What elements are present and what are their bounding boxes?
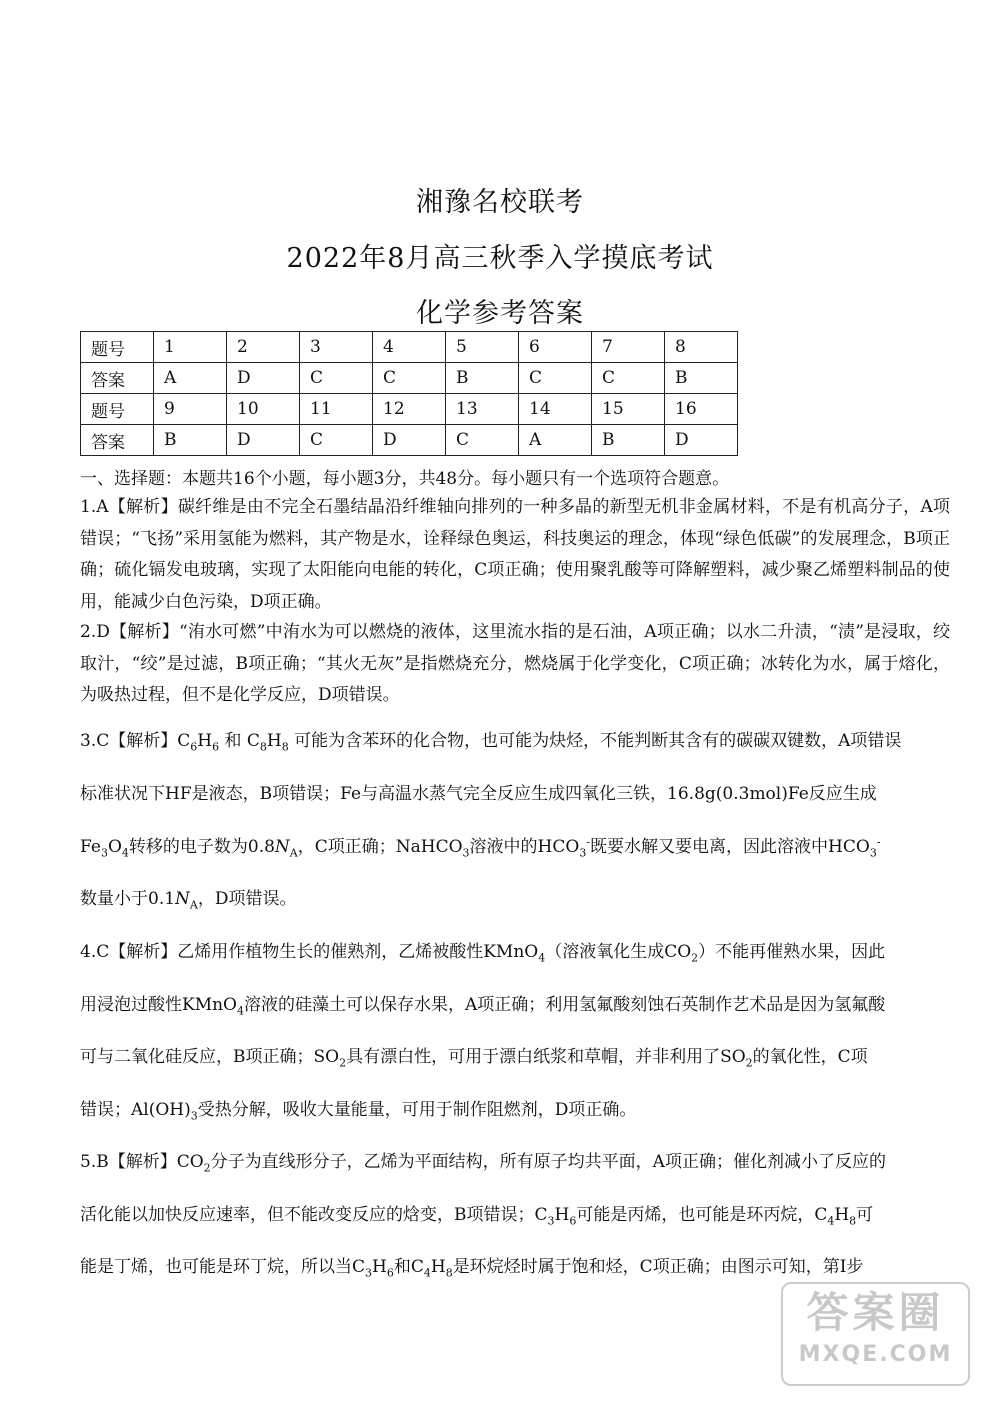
answer-table-cell: C bbox=[300, 425, 373, 456]
answer-table-cell: 8 bbox=[665, 332, 738, 363]
q5-line-2: 活化能以加快反应速率，但不能改变反应的焓变，B项错误；$C_3H_6$可能是丙烯，也可能是环丙烷，$C_4H_8$可 bbox=[80, 1205, 874, 1228]
q4-line-4: 错误；$Al(OH)_3$受热分解，吸收大量能量，可用于制作阻燃剂，D项正确。 bbox=[80, 1100, 637, 1123]
answer-table-cell: 5 bbox=[446, 332, 519, 363]
answer-table-cell: D bbox=[227, 363, 300, 394]
answer-table-cell: B bbox=[154, 425, 227, 456]
answer-table-cell: D bbox=[665, 425, 738, 456]
question-1-explanation: 1.A【解析】碳纤维是由不完全石墨结晶沿纤维轴向排列的一种多晶的新型无机非金属材料，不是有机高分子，A项错误；“飞扬”采用氢能为燃料，其产物是水，诠释绿色奥运，科技奥运的理念，体现“绿色低碳”的发展理念，B项正确；硫化镉发电玻璃，实现了太阳能向电能的转化，C项正确；使用聚乳酸等可降解塑料，减少聚乙烯塑料制品的使用，能减少白色污染，D项正确。 bbox=[80, 497, 950, 612]
watermark-brand: 答案圈 bbox=[806, 1288, 945, 1337]
answer-table-cell: B bbox=[665, 363, 738, 394]
answer-table-row-header: 答案 bbox=[81, 363, 154, 394]
q3-line-3: $Fe_3O_4$转移的电子数为$0.8N_A$，C项正确；NaHCO$_3$溶液中的$HCO_3^-$既要水解又要电离，因此溶液中$HCO_3^-$ bbox=[80, 835, 881, 860]
answer-table-cell: B bbox=[592, 425, 665, 456]
question-2-explanation: 2.D【解析】“洧水可燃”中洧水为可以燃烧的液体，这里流水指的是石油，A项正确；以水二升渍，“渍”是浸取，绞取汁，“绞”是过滤，B项正确；“其火无灰”是指燃烧充分，燃烧属于化学变化，C项正确；冰转化为水，属于熔化，为吸热过程，但不是化学反应，D项错误。 bbox=[80, 622, 950, 705]
q3-line-1: 3.C【解析】$C_6H_6$ 和 $C_8H_8$ 可能为含苯环的化合物，也可能为炔烃，不能判断其含有的碳碳双键数，A项错误 bbox=[80, 731, 902, 754]
answer-table-row bbox=[81, 394, 738, 425]
answer-table-cell: A bbox=[519, 425, 592, 456]
answer-table-cell: 11 bbox=[300, 394, 373, 425]
answer-table-cell: 2 bbox=[227, 332, 300, 363]
answer-table-cell: 12 bbox=[373, 394, 446, 425]
q5-line-3: 能是丁烯，也可能是环丁烷，所以当$C_3H_6$和$C_4H_8$是环烷烃时属于饱和烃，C项正确；由图示可知，第Ⅰ步 bbox=[80, 1257, 864, 1280]
answer-table bbox=[80, 331, 738, 456]
answer-table-cell: 7 bbox=[592, 332, 665, 363]
answer-table-row bbox=[81, 332, 738, 363]
answer-table-cell: 1 bbox=[154, 332, 227, 363]
q4-line-1: 4.C【解析】乙烯用作植物生长的催熟剂，乙烯被酸性KMnO$_4$（溶液氧化生成$CO_2$）不能再催熟水果，因此 bbox=[80, 942, 886, 965]
answer-table-cell: 9 bbox=[154, 394, 227, 425]
q3-line-4: 数量小于$0.1N_A$，D项错误。 bbox=[80, 889, 297, 912]
section-heading: 一、选择题：本题共16个小题，每小题3分，共48分。每小题只有一个选项符合题意。 bbox=[80, 469, 730, 489]
answer-table-cell: B bbox=[446, 363, 519, 394]
answer-table-cell: C bbox=[300, 363, 373, 394]
subject-title: 化学参考答案 bbox=[416, 298, 584, 329]
answer-table-cell: 10 bbox=[227, 394, 300, 425]
answer-table-row-header: 题号 bbox=[81, 332, 154, 363]
answer-table-cell: 15 bbox=[592, 394, 665, 425]
answer-table-cell: A bbox=[154, 363, 227, 394]
answer-table-cell: 4 bbox=[373, 332, 446, 363]
answer-table-row bbox=[81, 363, 738, 394]
answer-table-cell: 13 bbox=[446, 394, 519, 425]
answer-table-row-header: 题号 bbox=[81, 394, 154, 425]
answer-table-cell: 14 bbox=[519, 394, 592, 425]
answer-table-cell: C bbox=[373, 363, 446, 394]
q4-line-2: 用浸泡过酸性KMnO$_4$溶液的硅藻土可以保存水果，A项正确；利用氢氟酸刻蚀石英制作艺术品是因为氢氟酸 bbox=[80, 995, 886, 1018]
answer-table-cell: 6 bbox=[519, 332, 592, 363]
answer-table-cell: D bbox=[227, 425, 300, 456]
answer-table-cell: D bbox=[373, 425, 446, 456]
answer-table-cell: 3 bbox=[300, 332, 373, 363]
q3-line-2: 标准状况下HF是液态，B项错误；Fe与高温水蒸气完全反应生成四氧化三铁，16.8g(0.3mol)Fe反应生成 bbox=[80, 784, 877, 804]
watermark-url: MXQE.COM bbox=[798, 1342, 953, 1367]
answer-table-row-header: 答案 bbox=[81, 425, 154, 456]
q4-line-3: 可与二氧化硅反应，B项正确；$SO_2$具有漂白性，可用于漂白纸浆和草帽，并非利用了$SO_2$的氧化性，C项 bbox=[80, 1047, 868, 1070]
exam-name-title: 2022年8月高三秋季入学摸底考试 bbox=[286, 243, 714, 274]
q5-line-1: 5.B【解析】$CO_2$分子为直线形分子，乙烯为平面结构，所有原子均共平面，A项正确；催化剂减小了反应的 bbox=[80, 1152, 886, 1175]
answer-table-cell: C bbox=[446, 425, 519, 456]
answer-table-row bbox=[81, 425, 738, 456]
answer-table-cell: C bbox=[592, 363, 665, 394]
exam-org-title: 湘豫名校联考 bbox=[416, 187, 584, 218]
answer-table-cell: C bbox=[519, 363, 592, 394]
watermark-logo bbox=[781, 1282, 970, 1386]
answer-table-cell: 16 bbox=[665, 394, 738, 425]
